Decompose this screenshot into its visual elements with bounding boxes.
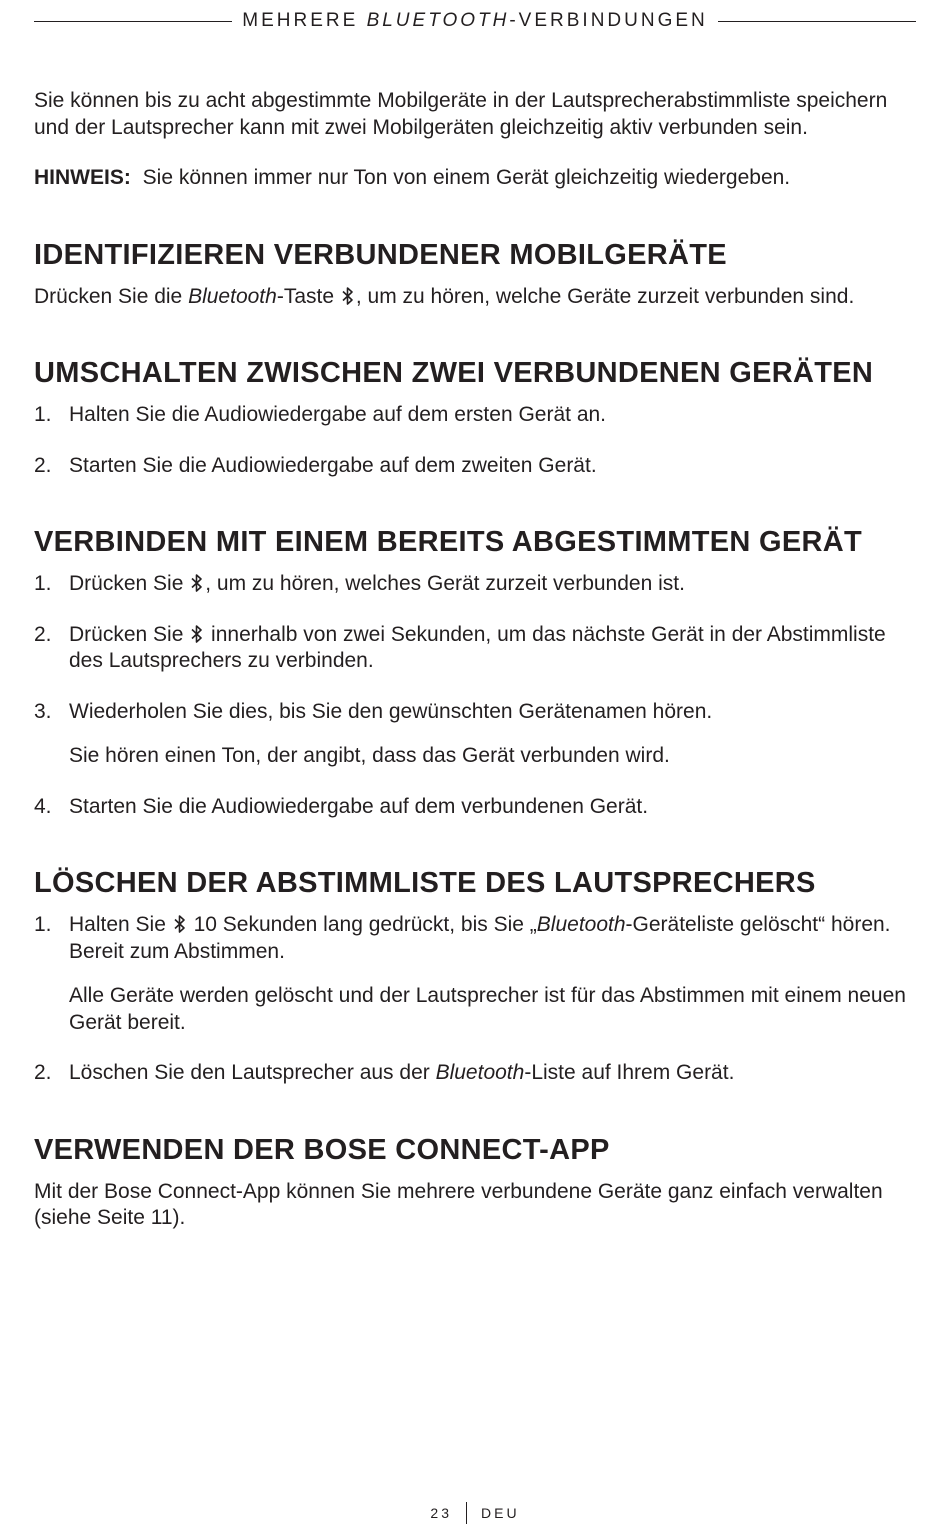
title-suffix: -VERBINDUNGEN [509,10,708,31]
step-text-post: innerhalb von zwei Sekunden, um das nächste Gerät in der Abstimmliste des Lautsprechers zu verbinden. [69,622,886,672]
bluetooth-icon [342,286,354,306]
identify-text-mid: -Taste [276,284,340,308]
heading-connect: VERBINDEN MIT EINEM BEREITS ABGESTIMMTEN GERÄT [34,526,862,558]
page-header [34,8,916,34]
step-text: Wiederholen Sie dies, bis Sie den gewünschten Gerätenamen hören. [69,699,713,723]
identify-text [34,284,916,311]
step-text-pre: Halten Sie [69,913,172,936]
section-app [34,1133,916,1232]
bluetooth-icon [191,624,203,644]
step-text-pre: Löschen Sie den Lautsprecher aus der [69,1061,436,1084]
language-code: DEU [481,1505,520,1521]
note-text: Sie können immer nur Ton von einem Gerät gleichzeitig wiedergeben. [142,166,791,189]
list-item [34,571,916,598]
bluetooth-icon [191,573,203,593]
step-text-pre: Drücken Sie [69,572,190,595]
footer-divider [466,1502,467,1524]
step-text-post: , um zu hören, welches Gerät zurzeit verbunden ist. [205,572,685,595]
note [34,165,916,192]
step-text: Starten Sie die Audiowiedergabe auf dem zweiten Gerät. [69,453,597,477]
step-text-post: -Geräteliste gelöscht“ hören. Bereit zum Abstimmen. [69,913,891,963]
switch-steps [34,402,916,479]
list-item [34,453,916,480]
step-number: 2. [34,622,52,646]
intro-paragraph: Sie können bis zu acht abgestimmte Mobilgeräte in der Lautsprecherabstimmliste speichern und der Lautsprecher kann mit zwei Mobilgeräten gleichzeitig aktiv verbunden sein. [34,89,888,139]
section-identify [34,238,916,311]
page-title [232,10,717,32]
connect-steps [34,571,916,820]
page-number: 23 [430,1505,452,1521]
heading-identify: IDENTIFIZIEREN VERBUNDENER MOBILGERÄTE [34,238,727,271]
section-connect [34,525,916,820]
step-text-em: Bluetooth [536,913,626,936]
clear-steps [34,912,916,1087]
title-emphasis: BLUETOOTH [366,10,510,31]
list-item [34,794,916,821]
page-content [34,88,916,1232]
heading-clear: LÖSCHEN DER ABSTIMMLISTE DES LAUTSPRECHERS [34,867,816,899]
bluetooth-icon [174,914,186,934]
step-number: 1. [34,913,52,936]
step-number: 1. [34,572,52,595]
step-text: Halten Sie die Audiowiedergabe auf dem ersten Gerät an. [69,403,607,426]
step-text-pre: Drücken Sie [69,622,190,646]
list-item [34,912,916,1036]
heading-app: VERWENDEN DER BOSE CONNECT-APP [34,1133,610,1166]
step-number: 2. [34,453,52,477]
page-footer [0,1502,950,1524]
list-item [34,699,916,770]
step-number: 4. [34,794,52,818]
identify-text-post: , um zu hören, welche Geräte zurzeit verbunden sind. [355,284,855,308]
step-subtext: Alle Geräte werden gelöscht und der Lautsprecher ist für das Abstimmen mit einem neuen Gerät bereit. [69,984,906,1034]
step-text-em: Bluetooth [435,1061,525,1084]
identify-text-em: Bluetooth [188,284,277,308]
list-item [34,402,916,429]
step-text-post: -Liste auf Ihrem Gerät. [524,1061,735,1084]
step-number: 3. [34,699,52,723]
heading-switch: UMSCHALTEN ZWISCHEN ZWEI VERBUNDENEN GERÄTEN [34,357,874,389]
step-number: 1. [34,403,52,426]
header-rule-right [718,21,916,22]
section-switch [34,356,916,479]
identify-text-pre: Drücken Sie die [34,284,189,308]
title-prefix: MEHRERE [242,10,367,31]
step-text-mid: 10 Sekunden lang gedrückt, bis Sie „ [187,913,537,936]
list-item [34,622,916,675]
step-subtext: Sie hören einen Ton, der angibt, dass das Gerät verbunden wird. [69,744,670,767]
step-text: Starten Sie die Audiowiedergabe auf dem verbundenen Gerät. [69,794,649,818]
header-rule-left [34,21,232,22]
app-text: Mit der Bose Connect-App können Sie mehrere verbundene Geräte ganz einfach verwalten (siehe Seite 11). [34,1179,883,1229]
step-number: 2. [34,1061,52,1084]
note-label: HINWEIS: [34,166,131,189]
list-item [34,1060,916,1087]
section-clear [34,866,916,1087]
